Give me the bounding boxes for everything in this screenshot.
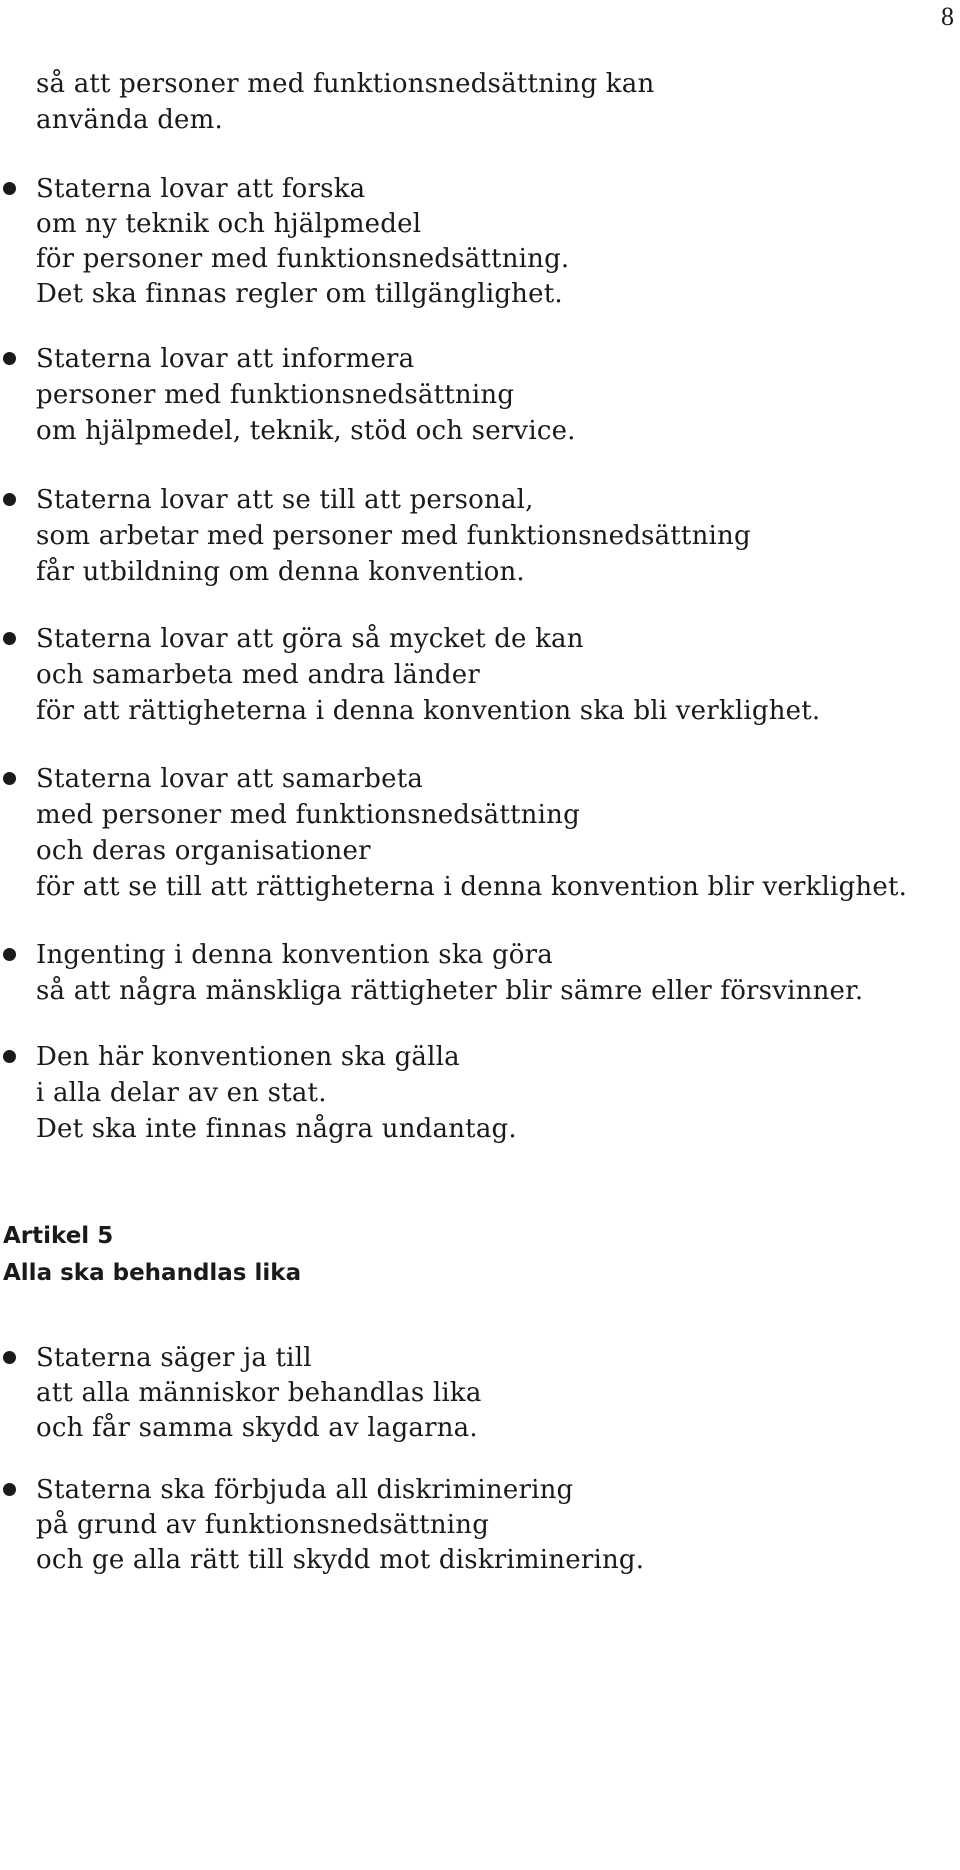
bullet-icon xyxy=(3,352,16,365)
list-item-line: och samarbeta med andra länder xyxy=(36,660,480,690)
list-item-line: i alla delar av en stat. xyxy=(36,1078,327,1108)
bullet-icon xyxy=(3,948,16,961)
intro-line: använda dem. xyxy=(36,105,223,135)
list-item-line: och deras organisationer xyxy=(36,836,371,866)
list-item-line: för personer med funktionsnedsättning. xyxy=(36,244,570,274)
list-item-line: Staterna lovar att göra så mycket de kan xyxy=(36,624,584,654)
bullet-icon xyxy=(3,632,16,645)
bullet-icon xyxy=(3,1050,16,1063)
bullet-icon xyxy=(3,772,16,785)
list-item-line: och får samma skydd av lagarna. xyxy=(36,1413,478,1443)
list-item-line: för att rättigheterna i denna konvention ska bli verklighet. xyxy=(36,696,821,726)
bullet-icon xyxy=(3,1351,16,1364)
list-item-line: Det ska inte finnas några undantag. xyxy=(36,1114,517,1144)
list-item-line: Staterna säger ja till xyxy=(36,1343,312,1373)
list-item-line: så att några mänskliga rättigheter blir sämre eller försvinner. xyxy=(36,976,864,1006)
intro-line: så att personer med funktionsnedsättning kan xyxy=(36,69,655,99)
list-item-line: Staterna lovar att se till att personal, xyxy=(36,485,534,515)
list-item-line: Den här konventionen ska gälla xyxy=(36,1042,460,1072)
list-item-line: på grund av funktionsnedsättning xyxy=(36,1510,490,1540)
list-item-line: personer med funktionsnedsättning xyxy=(36,380,515,410)
list-item-line: Staterna lovar att samarbeta xyxy=(36,764,424,794)
bullet-icon xyxy=(3,493,16,506)
list-item-line: Ingenting i denna konvention ska göra xyxy=(36,940,553,970)
list-item-line: får utbildning om denna konvention. xyxy=(36,557,525,587)
article-heading: Artikel 5 xyxy=(3,1223,114,1249)
list-item-line: med personer med funktionsnedsättning xyxy=(36,800,580,830)
list-item-line: Staterna lovar att informera xyxy=(36,344,415,374)
list-item-line: Staterna lovar att forska xyxy=(36,174,366,204)
list-item-line: för att se till att rättigheterna i denna konvention blir verklighet. xyxy=(36,872,908,902)
list-item-line: att alla människor behandlas lika xyxy=(36,1378,482,1408)
list-item-line: Det ska finnas regler om tillgänglighet. xyxy=(36,279,563,309)
list-item-line: som arbetar med personer med funktionsnedsättning xyxy=(36,521,751,551)
article-subheading: Alla ska behandlas lika xyxy=(3,1260,302,1286)
bullet-icon xyxy=(3,1483,16,1496)
list-item-line: om hjälpmedel, teknik, stöd och service. xyxy=(36,416,576,446)
bullet-icon xyxy=(3,182,16,195)
list-item-line: Staterna ska förbjuda all diskriminering xyxy=(36,1475,574,1505)
page-number: 8 xyxy=(941,2,954,31)
list-item-line: och ge alla rätt till skydd mot diskriminering. xyxy=(36,1545,645,1575)
list-item-line: om ny teknik och hjälpmedel xyxy=(36,209,422,239)
